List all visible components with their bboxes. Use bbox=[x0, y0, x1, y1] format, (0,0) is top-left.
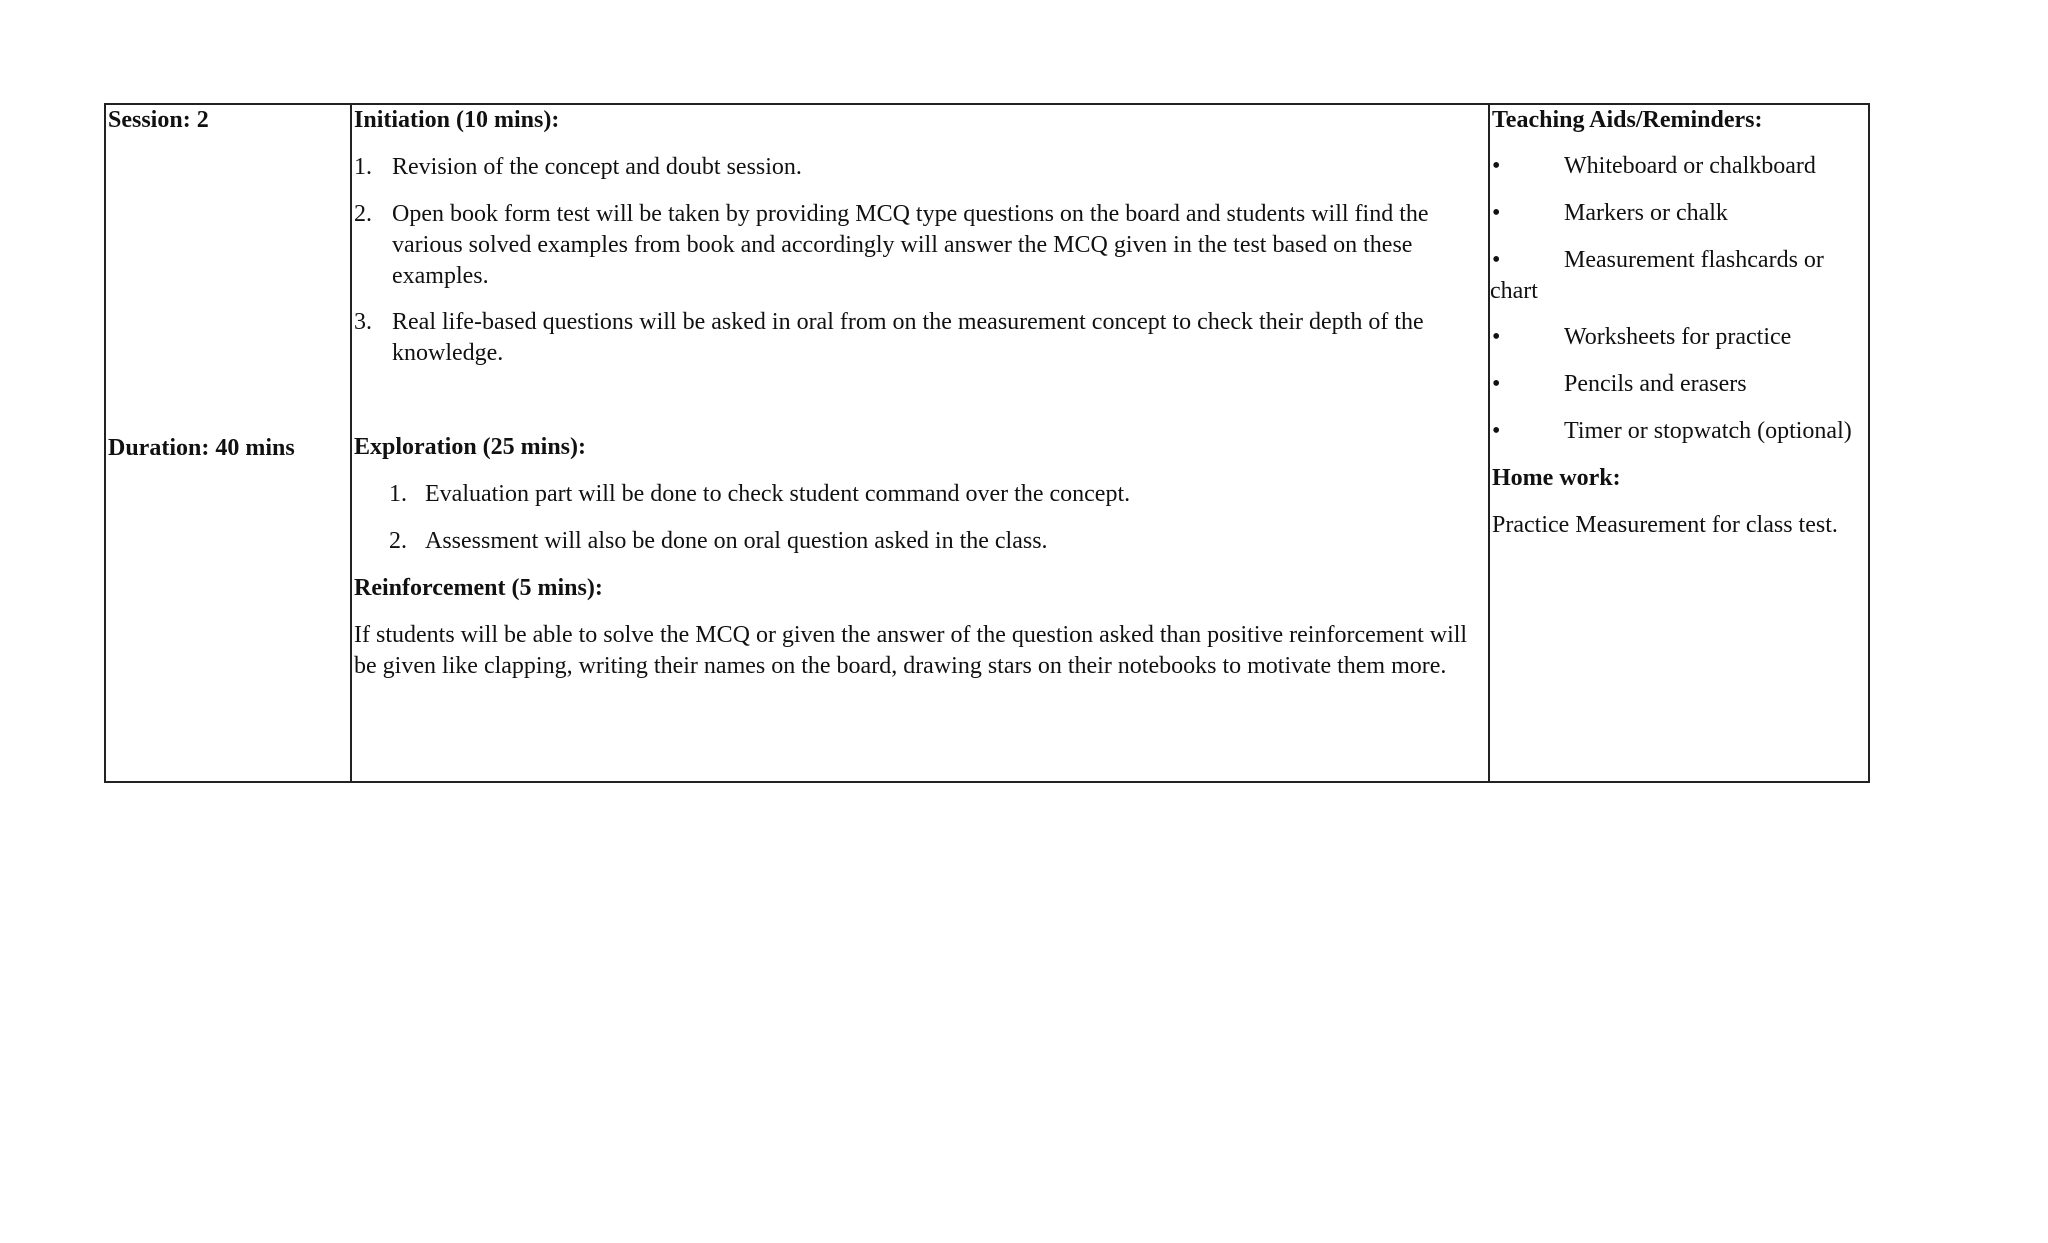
teaching-aid-item bbox=[1492, 245, 1824, 276]
bullet-glyph: • bbox=[1492, 200, 1501, 226]
bullet-glyph: • bbox=[1492, 153, 1501, 179]
homework-heading: Home work: bbox=[1492, 465, 1621, 491]
list-item-text: Open book form test will be taken by providing MCQ type questions on the board and students will find the various solved examples from book and accordingly will answer the MCQ given in the test based on these examples. bbox=[392, 201, 1429, 289]
teaching-aid-item bbox=[1492, 322, 1791, 353]
list-item-text: Assessment will also be done on oral question asked in the class. bbox=[425, 528, 1048, 554]
teaching-aid-label: Whiteboard or chalkboard bbox=[1564, 153, 1816, 179]
teaching-aid-item bbox=[1492, 416, 1852, 447]
exploration-item-2 bbox=[389, 526, 1449, 557]
session-label: Session: 2 bbox=[108, 107, 209, 133]
bullet-glyph: • bbox=[1492, 371, 1501, 397]
teaching-aid-label: Worksheets for practice bbox=[1564, 324, 1792, 350]
teaching-aids-column bbox=[1490, 105, 1868, 781]
initiation-heading: Initiation (10 mins): bbox=[354, 107, 560, 133]
list-number: 2. bbox=[354, 201, 372, 227]
reinforcement-text: If students will be able to solve the MCQ or given the answer of the question asked than positive reinforcement will be given like clapping, writing their names on the board, drawing stars on their notebooks to motivate them more. bbox=[354, 622, 1468, 679]
list-item-text: Revision of the concept and doubt session. bbox=[392, 154, 802, 180]
teaching-aid-item bbox=[1492, 151, 1816, 182]
teaching-aid-label: Timer or stopwatch (optional) bbox=[1564, 418, 1852, 444]
initiation-item-1 bbox=[354, 152, 1444, 183]
initiation-item-2 bbox=[354, 199, 1444, 292]
teaching-aids-heading: Teaching Aids/Reminders: bbox=[1492, 107, 1763, 133]
list-number: 1. bbox=[354, 154, 372, 180]
initiation-item-3 bbox=[354, 307, 1444, 369]
teaching-aid-label: Markers or chalk bbox=[1564, 200, 1728, 226]
list-item-text: Evaluation part will be done to check student command over the concept. bbox=[425, 481, 1131, 507]
list-number: 2. bbox=[389, 528, 407, 554]
teaching-aid-item bbox=[1492, 369, 1747, 400]
bullet-glyph: • bbox=[1492, 418, 1501, 444]
teaching-aid-wrap-continuation: chart bbox=[1490, 278, 1538, 304]
teaching-aid-item bbox=[1492, 198, 1728, 229]
homework-text: Practice Measurement for class test. bbox=[1492, 512, 1838, 538]
duration-label: Duration: 40 mins bbox=[108, 435, 295, 461]
exploration-heading: Exploration (25 mins): bbox=[354, 434, 587, 460]
teaching-aid-label: Pencils and erasers bbox=[1564, 371, 1747, 397]
bullet-glyph: • bbox=[1492, 247, 1501, 273]
exploration-item-1 bbox=[389, 479, 1449, 510]
activities-column bbox=[352, 105, 1490, 781]
list-number: 3. bbox=[354, 309, 372, 335]
teaching-aid-label: Measurement flashcards or bbox=[1564, 247, 1824, 273]
list-number: 1. bbox=[389, 481, 407, 507]
session-column bbox=[106, 105, 352, 781]
list-item-text: Real life-based questions will be asked in oral from on the measurement concept to check their depth of the knowledge. bbox=[392, 309, 1424, 366]
lesson-plan-table bbox=[104, 103, 1870, 783]
reinforcement-heading: Reinforcement (5 mins): bbox=[354, 575, 603, 601]
bullet-glyph: • bbox=[1492, 324, 1501, 350]
